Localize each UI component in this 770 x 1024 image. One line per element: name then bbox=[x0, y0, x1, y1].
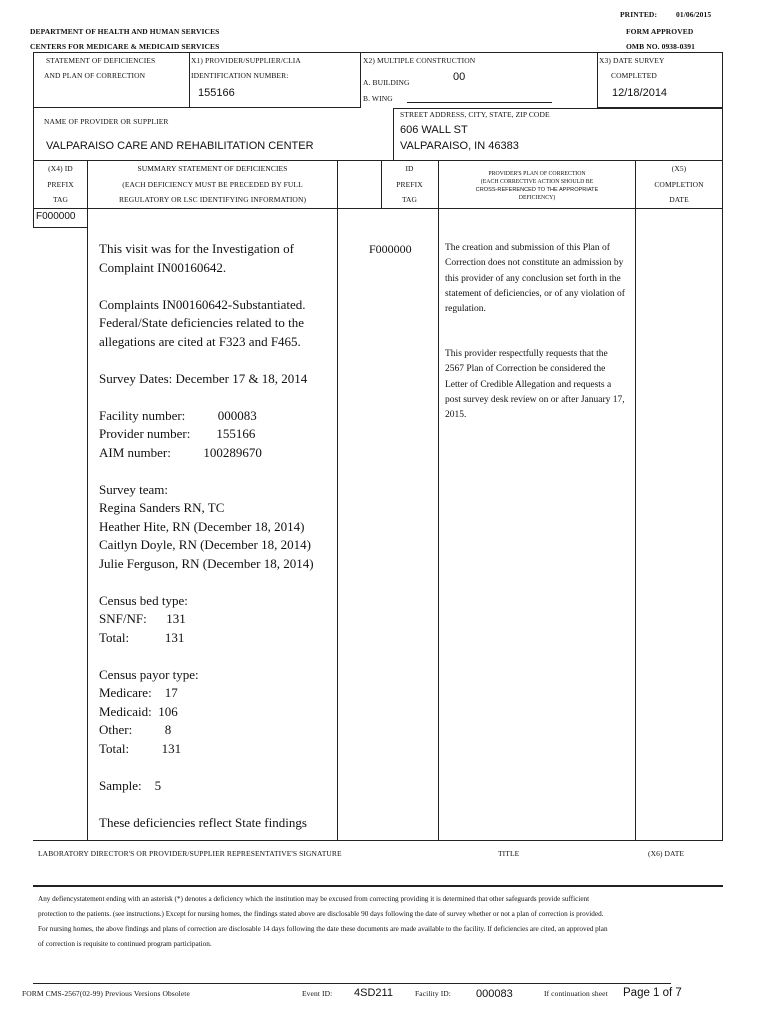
building-label: A. BUILDING bbox=[363, 78, 410, 87]
summary-line: Heather Hite, RN (December 18, 2014) bbox=[99, 518, 305, 534]
poc-paragraph-2: This provider respectfully requests that the 2567 Plan of Correction be considered the Letter of Credible Allegation and requests a post survey desk review on or after January 17, 2015. bbox=[445, 349, 625, 421]
col-poc-3: CROSS-REFERENCED TO THE APPROPRIATE bbox=[475, 187, 599, 193]
form-approved: FORM APPROVED bbox=[626, 27, 694, 36]
stmt-line1: STATEMENT OF DEFICIENCIES bbox=[46, 56, 156, 65]
facility-label: Facility ID: bbox=[415, 989, 451, 998]
summary-line: Facility number: 000083 bbox=[99, 407, 257, 423]
summary-line bbox=[99, 573, 314, 592]
col-sum-1: SUMMARY STATEMENT OF DEFICIENCIES bbox=[137, 164, 288, 173]
x1-label: X1) PROVIDER/SUPPLIER/CLIA bbox=[191, 56, 301, 65]
summary-line: allegations are cited at F323 and F465. bbox=[99, 333, 301, 349]
address-line2: VALPARAISO, IN 46383 bbox=[400, 140, 519, 152]
summary-line: Medicare: 17 bbox=[99, 685, 178, 700]
printed-label: PRINTED: bbox=[620, 10, 658, 19]
printed-date: 01/06/2015 bbox=[676, 10, 712, 19]
wing-label: B. WING bbox=[363, 94, 393, 103]
provider-name-label: NAME OF PROVIDER OR SUPPLIER bbox=[44, 117, 169, 126]
summary-line: Regina Sanders RN, TC bbox=[99, 500, 225, 515]
title-label: TITLE bbox=[498, 849, 520, 858]
col-x5-3: DATE bbox=[669, 195, 689, 204]
col-id-2: PREFIX bbox=[396, 180, 423, 189]
summary-line bbox=[99, 462, 314, 481]
col-x4-1: (X4) ID bbox=[48, 164, 73, 173]
col-sum-3: REGULATORY OR LSC IDENTIFYING INFORMATION) bbox=[118, 195, 307, 204]
col-poc-1: PROVIDER'S PLAN OF CORRECTION bbox=[488, 171, 586, 177]
summary-line: Sample: 5 bbox=[99, 777, 162, 793]
event-label: Event ID: bbox=[302, 989, 333, 998]
col-id-1: ID bbox=[405, 164, 414, 173]
summary-line: Survey Dates: December 17 & 18, 2014 bbox=[99, 370, 308, 386]
summary-line: Census payor type: bbox=[99, 666, 199, 682]
tag-left: F000000 bbox=[36, 211, 76, 222]
summary-line: Medicaid: 106 bbox=[99, 703, 178, 719]
summary-line: Survey team: bbox=[99, 481, 168, 497]
x3-label: X3) DATE SURVEY bbox=[599, 56, 665, 65]
summary-statement bbox=[99, 240, 314, 832]
centers-title: CENTERS FOR MEDICARE & MEDICAID SERVICES bbox=[30, 42, 220, 51]
summary-line: Julie Ferguson, RN (December 18, 2014) bbox=[99, 555, 314, 571]
signature-label: LABORATORY DIRECTOR'S OR PROVIDER/SUPPLIER REPRESENTATIVE'S SIGNATURE bbox=[38, 849, 342, 858]
col-sum-2: (EACH DEFICIENCY MUST BE PRECEDED BY FULL bbox=[122, 180, 303, 189]
survey-date: 12/18/2014 bbox=[612, 87, 668, 99]
col-x5-2: COMPLETION bbox=[654, 180, 704, 189]
summary-line: Federal/State deficiencies related to the bbox=[99, 315, 305, 330]
summary-line: SNF/NF: 131 bbox=[99, 611, 186, 626]
summary-line: AIM number: 100289670 bbox=[99, 444, 262, 460]
summary-line bbox=[99, 795, 314, 814]
address-line1: 606 WALL ST bbox=[400, 124, 468, 136]
summary-line bbox=[99, 388, 314, 407]
date-label: (X6) DATE bbox=[648, 849, 685, 858]
x1-label2: IDENTIFICATION NUMBER: bbox=[191, 71, 289, 80]
stmt-line2: AND PLAN OF CORRECTION bbox=[44, 71, 146, 80]
omb-number: OMB NO. 0938-0391 bbox=[626, 42, 695, 51]
tag-id: F000000 bbox=[369, 242, 412, 256]
summary-line: Total: 131 bbox=[99, 740, 182, 756]
summary-line: Other: 8 bbox=[99, 722, 172, 737]
col-poc-2: (EACH CORRECTIVE ACTION SHOULD BE bbox=[480, 179, 594, 185]
col-poc-4: DEFICIENCY) bbox=[518, 195, 556, 201]
provider-id: 155166 bbox=[198, 87, 235, 99]
summary-line: Census bed type: bbox=[99, 592, 188, 608]
provider-name: VALPARAISO CARE AND REHABILITATION CENTER bbox=[46, 140, 314, 152]
col-x4-3: TAG bbox=[52, 195, 69, 204]
page-number: Page 1 of 7 bbox=[623, 987, 682, 999]
x2-label: X2) MULTIPLE CONSTRUCTION bbox=[363, 56, 476, 65]
summary-line bbox=[99, 277, 314, 296]
summary-line bbox=[99, 351, 314, 370]
summary-line: This visit was for the Investigation of bbox=[99, 241, 294, 256]
building-value: 00 bbox=[453, 71, 466, 83]
summary-line: Complaint IN00160642. bbox=[99, 259, 227, 275]
summary-line: Total: 131 bbox=[99, 629, 185, 645]
footer-form: FORM CMS-2567(02-99) Previous Versions Obsolete bbox=[22, 989, 190, 998]
summary-line: These deficiencies reflect State findings bbox=[99, 814, 307, 830]
summary-line bbox=[99, 647, 314, 666]
x3-label2: COMPLETED bbox=[611, 71, 657, 80]
col-id-3: TAG bbox=[401, 195, 418, 204]
summary-line: Caitlyn Doyle, RN (December 18, 2014) bbox=[99, 537, 311, 552]
continuation-label: If continuation sheet bbox=[544, 989, 608, 998]
facility-id: 000083 bbox=[476, 988, 513, 1000]
poc-paragraph-1: The creation and submission of this Plan of Correction does not constitute an admission by this provider of any conclusion set forth in the statement of deficiencies, or of any violation of regulation. bbox=[445, 243, 625, 315]
event-id: 4SD211 bbox=[354, 987, 393, 999]
dept-title: DEPARTMENT OF HEALTH AND HUMAN SERVICES bbox=[30, 27, 220, 36]
disclaimer: Any defiencystatement ending with an asterisk (*) denotes a deficiency which the institution may be excused from correcting providing it is determined that other safeguards provide sufficient protection to the patients. (see instructions.) Except for nursing homes, the findings stated above are disclosable 90 days following the date of survey whether or not a plan of correction is provided. For nursing homes, the above findings and plans of correction are disclosable 14 days following the date these documents are made available to the facility. If deficiencies are cited, an approved plan of correction is requisite to continued program participation. bbox=[38, 895, 608, 948]
summary-line: Complaints IN00160642-Substantiated. bbox=[99, 296, 306, 312]
col-x5-1: (X5) bbox=[671, 164, 687, 173]
summary-line bbox=[99, 758, 314, 777]
address-label: STREET ADDRESS, CITY, STATE, ZIP CODE bbox=[400, 110, 550, 119]
col-x4-2: PREFIX bbox=[47, 180, 74, 189]
summary-line: Provider number: 155166 bbox=[99, 426, 256, 441]
